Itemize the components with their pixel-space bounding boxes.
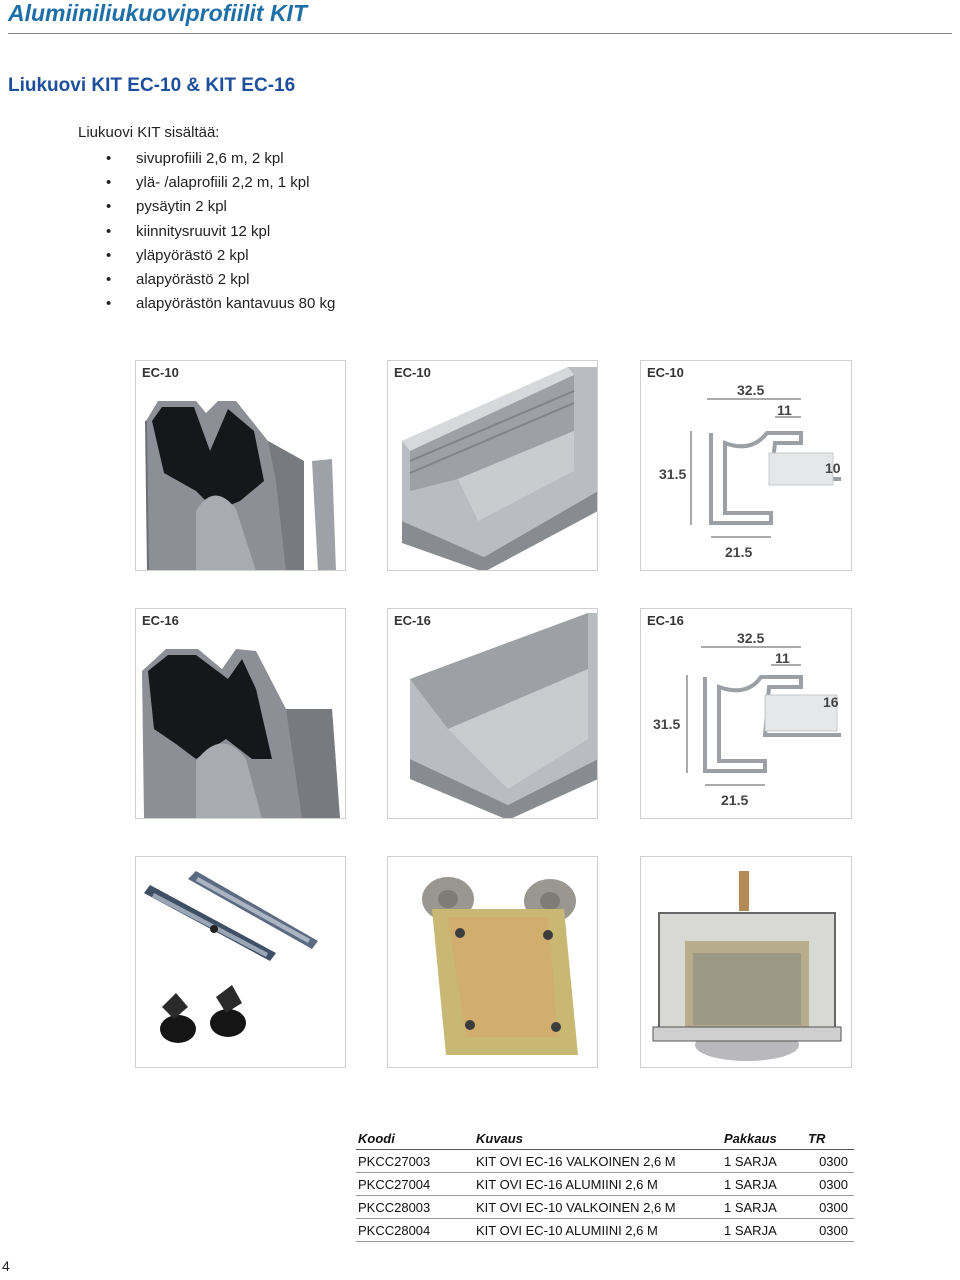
cell-package: 1 SARJA: [722, 1196, 806, 1219]
page-number: 4: [2, 1258, 10, 1274]
cell-code: PKCC27004: [356, 1173, 474, 1196]
dimension-width: 32.5: [737, 630, 765, 646]
ec10-top-profile-image: [387, 360, 598, 571]
dimension-slot: 16: [823, 694, 839, 710]
kit-contents-intro: Liukuovi KIT sisältää:: [78, 124, 220, 141]
bullet-icon: •: [106, 198, 112, 216]
side-profile-illustration: [136, 609, 346, 819]
dimension-bottom: 21.5: [721, 792, 749, 808]
dimension-width: 32.5: [737, 382, 765, 398]
stopper-and-screws-image: [135, 856, 346, 1068]
image-label: EC-10: [647, 365, 684, 380]
dimension-drawing-illustration: [641, 361, 852, 571]
list-item: • kiinnitysruuvit 12 kpl: [78, 221, 335, 245]
list-item: • alapyörästön kantavuus 80 kg: [78, 293, 335, 317]
bullet-icon: •: [106, 222, 112, 240]
list-item: • sivuprofiili 2,6 m, 2 kpl: [78, 148, 335, 172]
cell-code: PKCC28003: [356, 1196, 474, 1219]
list-item: • yläpyörästö 2 kpl: [78, 245, 335, 269]
bullet-icon: •: [106, 270, 112, 288]
dimension-drawing-illustration: [641, 609, 852, 819]
list-item: • ylä- /alaprofiili 2,2 m, 1 kpl: [78, 172, 335, 196]
ec16-dimension-drawing: [640, 608, 852, 819]
cell-description: KIT OVI EC-16 VALKOINEN 2,6 M: [474, 1150, 722, 1173]
bullet-icon: •: [106, 295, 112, 313]
bullet-icon: •: [106, 150, 112, 167]
page-header-title: Alumiiniliukuoviprofiilit KIT: [8, 0, 307, 26]
cell-tr: 0300: [806, 1150, 854, 1173]
upper-roller-image: [640, 856, 852, 1068]
top-profile-illustration: [388, 609, 598, 819]
column-header-tr: TR: [806, 1127, 854, 1150]
stopper-screws-illustration: [136, 857, 346, 1068]
image-label: EC-16: [394, 613, 431, 628]
column-header-kuvaus: Kuvaus: [474, 1127, 722, 1150]
image-label: EC-16: [142, 613, 179, 628]
table-header-row: [356, 1127, 854, 1150]
ec16-top-profile-image: [387, 608, 598, 819]
cell-tr: 0300: [806, 1196, 854, 1219]
table-row: [356, 1150, 854, 1173]
column-header-koodi: Koodi: [356, 1127, 474, 1150]
image-label: EC-16: [647, 613, 684, 628]
top-profile-illustration: [388, 361, 598, 571]
dimension-inner: 11: [777, 402, 792, 418]
kit-contents-list: [78, 148, 335, 317]
cell-description: KIT OVI EC-10 VALKOINEN 2,6 M: [474, 1196, 722, 1219]
list-item: • pysäytin 2 kpl: [78, 196, 335, 220]
list-item: • alapyörästö 2 kpl: [78, 269, 335, 293]
dimension-slot: 10: [825, 460, 841, 476]
column-header-pakkaus: Pakkaus: [722, 1127, 806, 1150]
bullet-icon: •: [106, 246, 112, 264]
table-row: [356, 1173, 854, 1196]
section-title: Liukuovi KIT EC-10 & KIT EC-16: [8, 75, 296, 96]
product-table: [356, 1127, 854, 1242]
upper-roller-illustration: [641, 857, 852, 1068]
ec10-dimension-drawing: [640, 360, 852, 571]
bullet-icon: •: [106, 174, 112, 192]
cell-description: KIT OVI EC-16 ALUMIINI 2,6 M: [474, 1173, 722, 1196]
ec16-side-profile-image: [135, 608, 346, 819]
cell-package: 1 SARJA: [722, 1173, 806, 1196]
dimension-bottom: 21.5: [725, 544, 753, 560]
cell-tr: 0300: [806, 1219, 854, 1242]
lower-roller-illustration: [388, 857, 598, 1068]
cell-package: 1 SARJA: [722, 1219, 806, 1242]
table-row: [356, 1196, 854, 1219]
image-label: EC-10: [142, 365, 179, 380]
cell-package: 1 SARJA: [722, 1150, 806, 1173]
ec10-side-profile-image: [135, 360, 346, 571]
header-divider: [8, 33, 952, 34]
lower-roller-image: [387, 856, 598, 1068]
cell-tr: 0300: [806, 1173, 854, 1196]
cell-description: KIT OVI EC-10 ALUMIINI 2,6 M: [474, 1219, 722, 1242]
cell-code: PKCC28004: [356, 1219, 474, 1242]
dimension-inner: 11: [775, 650, 790, 666]
image-label: EC-10: [394, 365, 431, 380]
table-row: [356, 1219, 854, 1242]
side-profile-illustration: [136, 361, 346, 571]
dimension-height: 31.5: [659, 466, 687, 482]
dimension-height: 31.5: [653, 716, 681, 732]
cell-code: PKCC27003: [356, 1150, 474, 1173]
